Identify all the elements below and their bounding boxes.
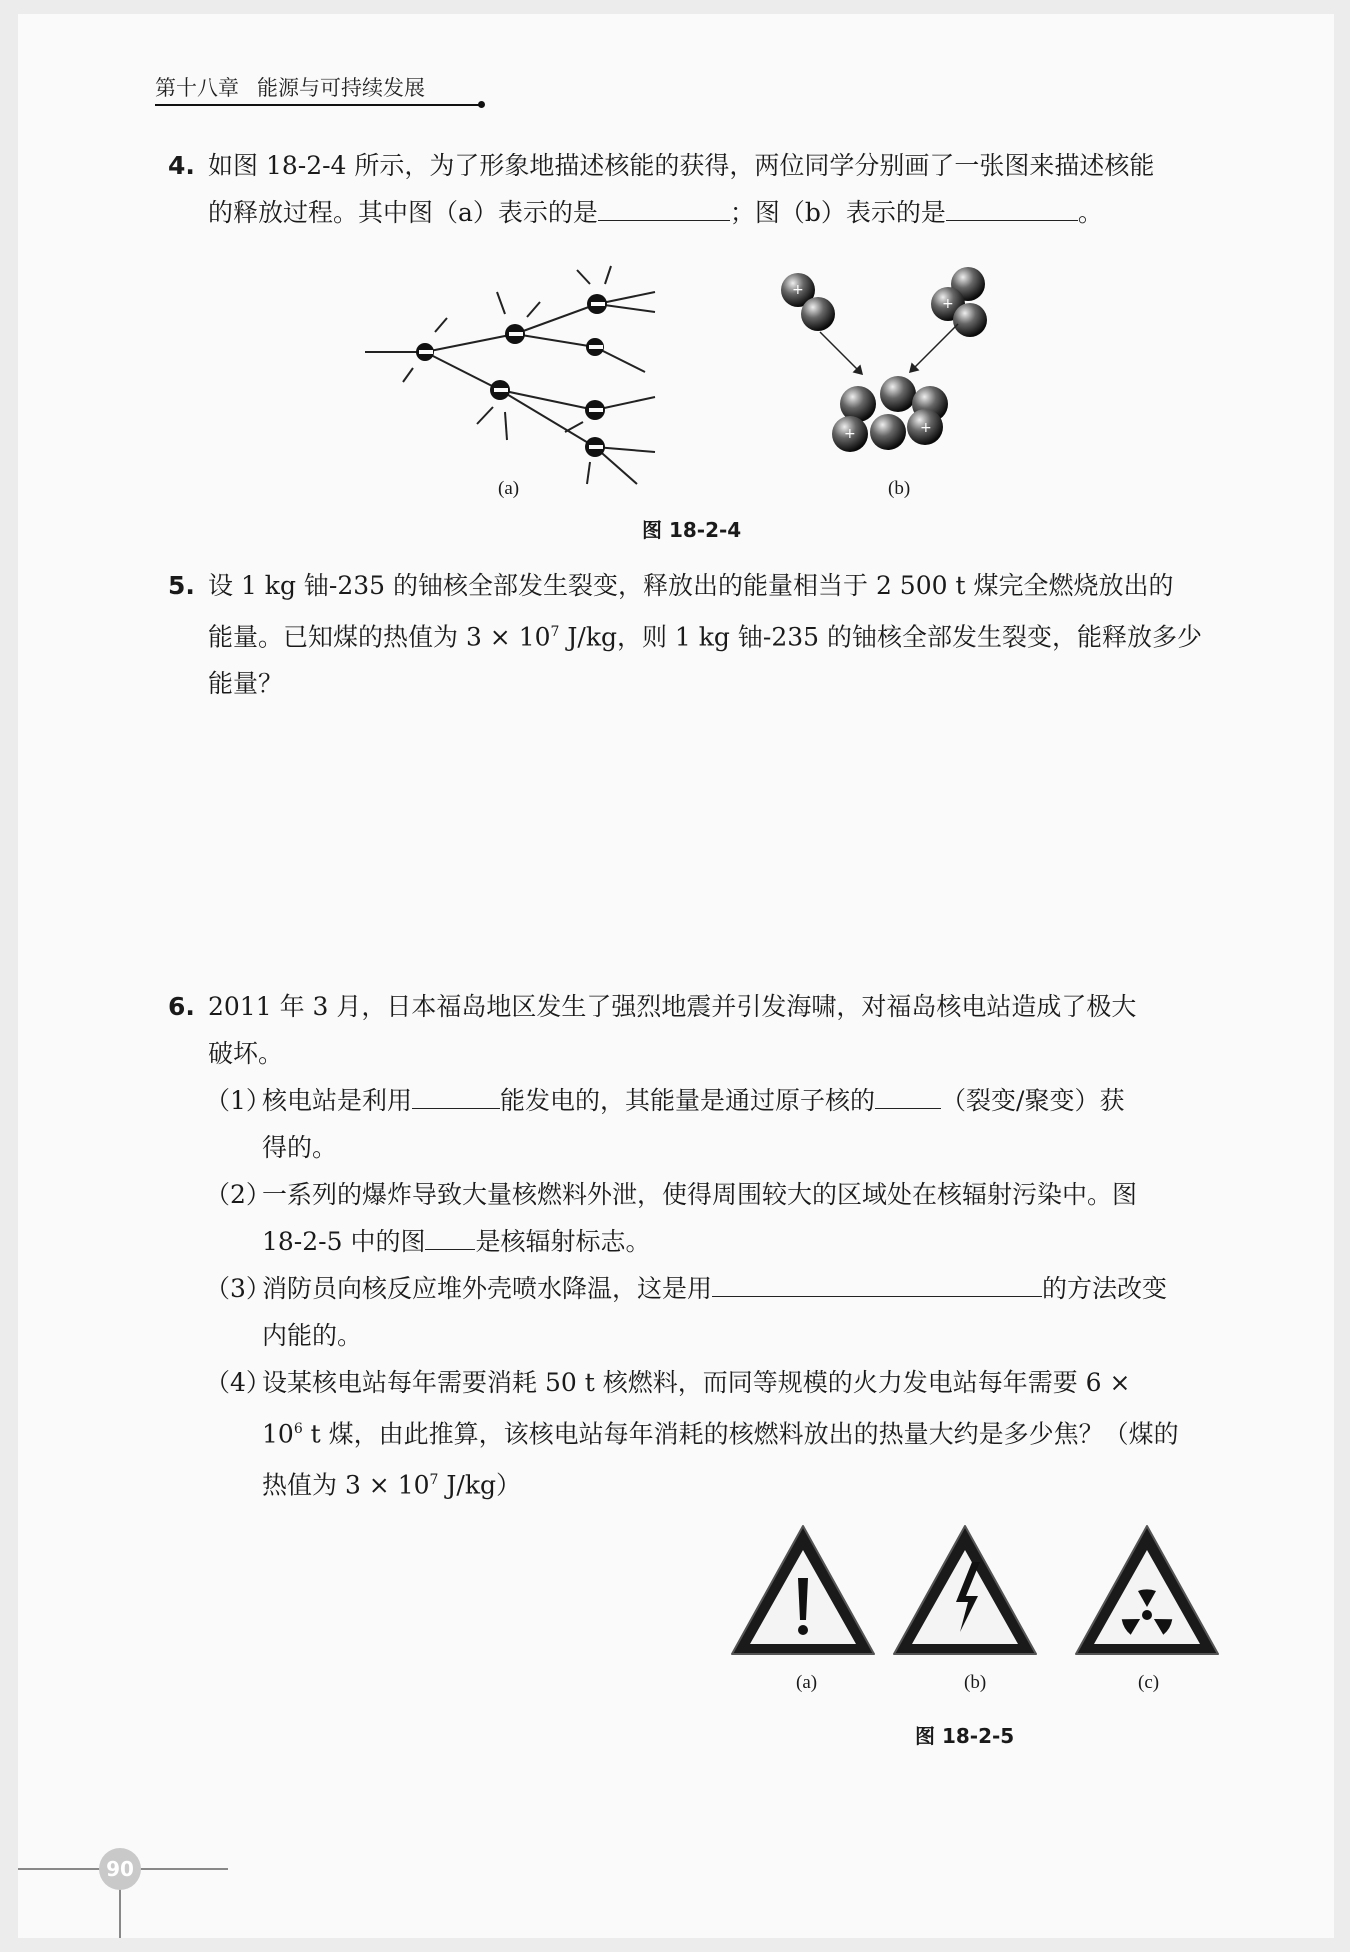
svg-text:+: + [844, 426, 856, 442]
general-warning-sign [728, 1520, 878, 1660]
fission-nuclei [416, 294, 607, 457]
fusion-arrows [820, 324, 958, 374]
figure-caption: 图 18-2-5 [915, 1724, 1015, 1748]
question-text-line: 设 1 kg 铀-235 的铀核全部发生裂变，释放出的能量相当于 2 500 t 煤完全燃烧放出的 [208, 571, 1174, 600]
text-segment: 。 [1077, 198, 1103, 227]
question-6 [168, 983, 1228, 1077]
chapter-header [155, 72, 425, 102]
subquestion-text [262, 1218, 1228, 1265]
text-segment: 的方法改变 [1042, 1274, 1168, 1303]
question-4 [168, 142, 1228, 236]
radiation-hazard-sign [1072, 1520, 1222, 1660]
subquestion-label: （3） [205, 1274, 271, 1303]
chapter-title: 能源与可持续发展 [257, 76, 425, 100]
text-segment: 18-2-5 中的图 [262, 1227, 426, 1256]
subquestion-label: （4） [205, 1368, 271, 1397]
svg-text:+: + [942, 296, 954, 312]
answer-blank[interactable] [598, 192, 730, 221]
subquestion-3 [205, 1265, 1228, 1359]
subquestion-text [262, 1077, 1228, 1124]
question-text-line [208, 609, 1228, 660]
sign-label-b: (b) [964, 1672, 987, 1693]
figure-caption: 图 18-2-4 [642, 518, 742, 542]
subquestion-2 [205, 1171, 1228, 1265]
superscript: 6 [293, 1421, 303, 1437]
text-segment: J/kg） [438, 1470, 521, 1500]
sign-label-a: (a) [796, 1672, 818, 1693]
subquestion-text: 一系列的爆炸导致大量核燃料外泄，使得周围较大的区域处在核辐射污染中。图 [262, 1180, 1138, 1209]
page-number: 90 [99, 1848, 141, 1890]
question-number: 4. [168, 151, 195, 180]
fig-label-b: (b) [888, 478, 911, 499]
superscript: 7 [429, 1472, 439, 1489]
answer-blank[interactable] [946, 192, 1078, 221]
text-segment: 的释放过程。其中图（a）表示的是 [208, 198, 598, 227]
subquestion-text [262, 1457, 1228, 1508]
answer-blank[interactable] [425, 1221, 475, 1250]
subquestion-text: 得的。 [262, 1133, 338, 1162]
question-text-line [208, 189, 1228, 236]
svg-text:+: + [920, 420, 932, 436]
exclamation-icon [798, 1578, 808, 1635]
question-text-line: 如图 18-2-4 所示，为了形象地描述核能的获得，两位同学分别画了一张图来描述核能 [208, 151, 1155, 180]
question-text-line: 能量？ [208, 669, 284, 699]
question-text-line: 2011 年 3 月，日本福岛地区发生了强烈地震并引发海啸，对福岛核电站造成了极大 [208, 992, 1137, 1021]
question-number: 5. [168, 571, 195, 600]
fission-nucleus-splits [419, 302, 605, 449]
question-text-line: 破坏。 [208, 1039, 284, 1068]
header-rule [155, 104, 480, 106]
subquestion-text: 设某核电站每年需要消耗 50 t 核燃料，而同等规模的火力发电站每年需要 6 × [262, 1368, 1131, 1397]
text-segment: 10 [262, 1419, 294, 1449]
subquestion-4 [205, 1359, 1228, 1509]
sign-label-c: (c) [1138, 1672, 1160, 1693]
text-segment: 热值为 3 × 10 [262, 1470, 430, 1500]
text-segment: ；图（b）表示的是 [729, 198, 946, 227]
chapter-number: 第十八章 [155, 76, 239, 100]
text-segment: 能量。已知煤的热值为 3 × 10 [208, 622, 551, 652]
svg-text:+: + [792, 282, 804, 298]
text-segment: 是核辐射标志。 [475, 1227, 651, 1256]
subquestion-text: 内能的。 [262, 1321, 363, 1350]
fission-diagram [355, 262, 675, 492]
subquestion-label: （2） [205, 1180, 271, 1209]
text-segment: （裂变/聚变）获 [941, 1086, 1125, 1115]
text-segment: 消防员向核反应堆外壳喷水降温，这是用 [262, 1274, 713, 1303]
fusion-particles [781, 267, 987, 452]
text-segment: 核电站是利用 [262, 1086, 413, 1115]
electrical-hazard-sign [890, 1520, 1040, 1660]
fusion-diagram [770, 262, 1000, 462]
question-number: 6. [168, 992, 195, 1021]
answer-blank[interactable] [712, 1268, 1042, 1297]
answer-blank[interactable] [412, 1080, 500, 1109]
question-5 [168, 562, 1228, 707]
text-segment: J/kg，则 1 kg 铀-235 的铀核全部发生裂变，能释放多少 [559, 622, 1202, 652]
subquestion-text [262, 1406, 1228, 1457]
subquestion-text [262, 1265, 1228, 1312]
text-segment: 能发电的，其能量是通过原子核的 [500, 1086, 876, 1115]
fig-label-a: (a) [498, 478, 520, 499]
text-segment: t 煤，由此推算，该核电站每年消耗的核燃料放出的热量大约是多少焦？（煤的 [302, 1419, 1179, 1449]
superscript: 7 [550, 624, 560, 640]
answer-blank[interactable] [875, 1080, 941, 1109]
subquestion-label: （1） [205, 1086, 271, 1115]
subquestion-1 [205, 1077, 1228, 1171]
header-rule-dot [478, 101, 485, 108]
fission-neutron-paths [365, 266, 655, 484]
